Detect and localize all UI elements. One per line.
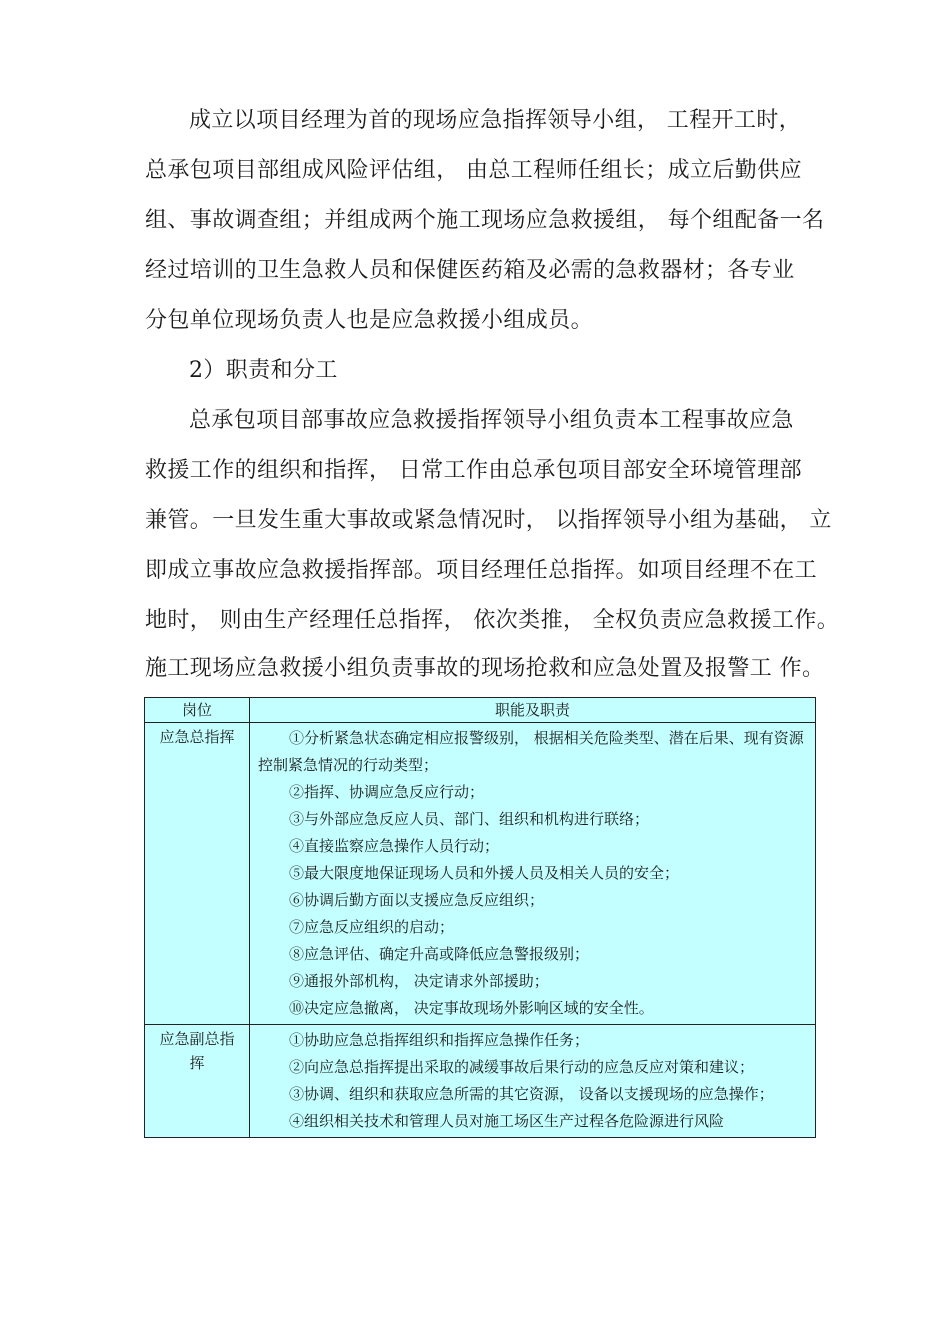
- duties-cell: [250, 723, 816, 1025]
- duty-item: ⑨通报外部机构， 决定请求外部援助；: [289, 972, 549, 990]
- paragraph-line: 分包单位现场负责人也是应急救援小组成员。: [145, 308, 594, 333]
- duty-item: ⑧应急评估、确定升高或降低应急警报级别；: [289, 945, 590, 963]
- table-row: [145, 723, 816, 1025]
- section-heading: 2）职责和分工: [189, 358, 338, 383]
- header-duties: 职能及职责: [250, 698, 816, 723]
- duty-item: ②向应急总指挥提出采取的减缓事故后果行动的应急反应对策和建议；: [289, 1058, 755, 1076]
- paragraph-line: 总承包项目部事故应急救援指挥领导小组负责本工程事故应急: [189, 408, 794, 433]
- post-label: 应急副总指挥: [159, 1030, 235, 1072]
- post-cell: [145, 1025, 250, 1138]
- table-row: [145, 1025, 816, 1138]
- paragraph-line: 总承包项目部组成风险评估组， 由总工程师任组长；成立后勤供应: [145, 158, 802, 183]
- paragraph-line: 经过培训的卫生急救人员和保健医药箱及必需的急救器材；各专业: [145, 258, 795, 283]
- post-label: 应急总指挥: [159, 728, 235, 746]
- duty-item: ②指挥、协调应急反应行动；: [289, 783, 485, 801]
- post-cell: [145, 723, 250, 1025]
- paragraph-line: 救援工作的组织和指挥， 日常工作由总承包项目部安全环境管理部: [145, 458, 802, 483]
- duty-item: ③协调、组织和获取应急所需的其它资源， 设备以支援现场的应急操作；: [289, 1085, 774, 1103]
- header-post: 岗位: [145, 698, 250, 723]
- table-header-row: [145, 698, 816, 723]
- duty-item: ④直接监察应急操作人员行动；: [289, 837, 500, 855]
- paragraph-line: 组、事故调查组；并组成两个施工现场应急救援组， 每个组配备一名: [145, 208, 825, 233]
- duty-item: ③与外部应急反应人员、部门、组织和机构进行联络；: [289, 810, 650, 828]
- duties-table: [144, 697, 816, 1138]
- duty-item: ①分析紧急状态确定相应报警级别， 根据相关危险类型、潜在后果、现有资源控制紧急情况的行动类型；: [258, 729, 804, 774]
- duty-item: ①协助应急总指挥组织和指挥应急操作任务；: [289, 1031, 590, 1049]
- paragraph-line: 地时， 则由生产经理任总指挥， 依次类推， 全权负责应急救援工作。: [145, 608, 840, 633]
- duties-cell: [250, 1025, 816, 1138]
- duty-item: ⑤最大限度地保证现场人员和外援人员及相关人员的安全；: [289, 864, 680, 882]
- duty-item: ⑩决定应急撤离， 决定事故现场外影响区域的安全性。: [289, 999, 654, 1017]
- duty-item: ⑦应急反应组织的启动；: [289, 918, 455, 936]
- duty-item: ⑥协调后勤方面以支援应急反应组织；: [289, 891, 545, 909]
- paragraph-line: 即成立事故应急救援指挥部。项目经理任总指挥。如项目经理不在工: [145, 558, 818, 583]
- paragraph-line: 成立以项目经理为首的现场应急指挥领导小组， 工程开工时，: [189, 108, 802, 133]
- duty-item: ④组织相关技术和管理人员对施工场区生产过程各危险源进行风险: [289, 1112, 725, 1130]
- paragraph-line: 兼管。一旦发生重大事故或紧急情况时， 以指挥领导小组为基础， 立: [145, 508, 832, 533]
- paragraph-line: 施工现场应急救援小组负责事故的现场抢救和应急处置及报警工 作。: [145, 656, 825, 681]
